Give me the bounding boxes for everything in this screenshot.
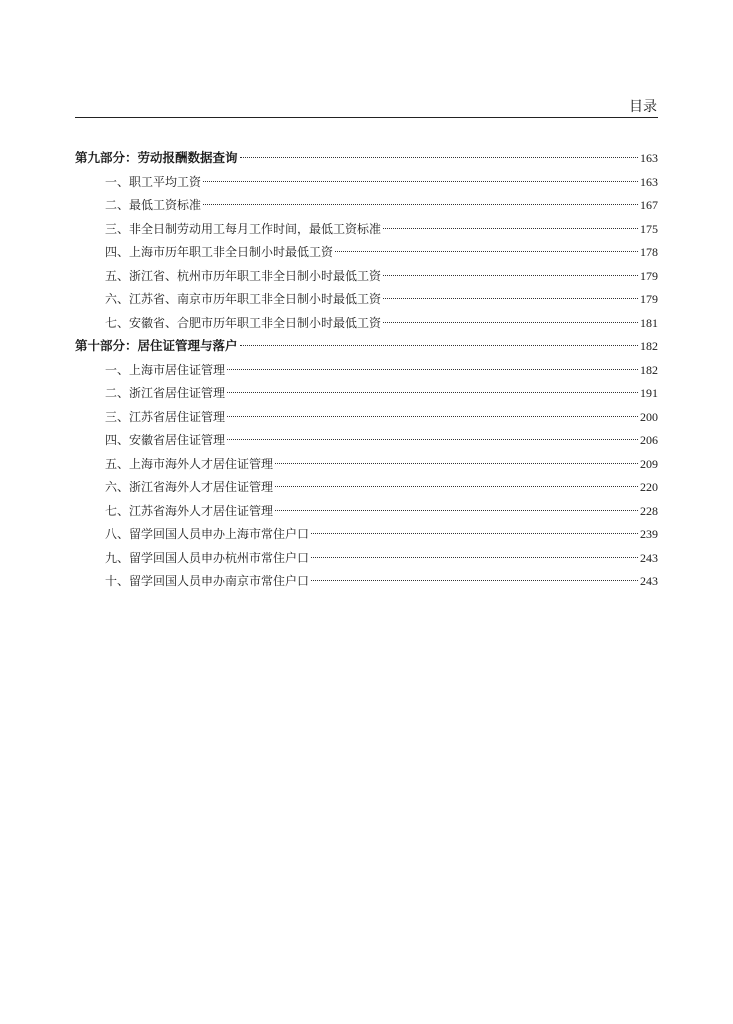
toc-entry-label: 二、最低工资标准 (105, 198, 202, 212)
toc-dot-leader (203, 204, 638, 205)
toc-subsection-entry[interactable] (75, 242, 658, 266)
toc-page-number: 206 (640, 433, 658, 447)
toc-entry-label: 八、留学回国人员申办上海市常住户口 (105, 527, 310, 541)
page-header-title: 目录 (629, 99, 657, 115)
toc-dot-leader (227, 392, 638, 393)
toc-page-number: 179 (640, 268, 658, 283)
toc-entry-label: 三、非全日制劳动用工每月工作时间，最低工资标准 (105, 221, 382, 236)
toc-subsection-entry[interactable] (75, 289, 658, 313)
toc-dot-leader (275, 486, 638, 487)
toc-page-number: 239 (640, 527, 658, 541)
toc-dot-leader (240, 345, 638, 346)
toc-page-number: 167 (640, 198, 658, 212)
toc-subsection-entry[interactable] (75, 266, 658, 290)
toc-subsection-entry[interactable] (75, 195, 658, 219)
toc-entry-label: 第九部分：劳动报酬数据查询 (75, 150, 238, 165)
toc-page-number: 179 (640, 292, 658, 306)
toc-entry-label: 一、职工平均工资 (105, 174, 202, 189)
toc-subsection-entry[interactable] (75, 454, 658, 478)
toc-entry-label: 七、安徽省、合肥市历年职工非全日制小时最低工资 (105, 315, 382, 330)
toc-entry-label: 五、浙江省、杭州市历年职工非全日制小时最低工资 (105, 268, 382, 283)
header-rule (75, 117, 658, 118)
toc-subsection-entry[interactable] (75, 430, 658, 454)
toc-page-number: 200 (640, 409, 658, 424)
toc-dot-leader (311, 557, 638, 558)
toc-entry-label: 五、上海市海外人才居住证管理 (105, 456, 274, 471)
toc-page-number: 175 (640, 221, 658, 236)
toc-subsection-entry[interactable] (75, 501, 658, 525)
toc-entry-label: 二、浙江省居住证管理 (105, 386, 226, 400)
toc-subsection-entry[interactable] (75, 172, 658, 196)
toc-page-number: 163 (640, 174, 658, 189)
table-of-contents (75, 148, 658, 595)
toc-page-number: 209 (640, 456, 658, 471)
toc-dot-leader (275, 463, 638, 464)
toc-subsection-entry[interactable] (75, 477, 658, 501)
toc-subsection-entry[interactable] (75, 360, 658, 384)
toc-section-entry[interactable] (75, 336, 658, 360)
toc-dot-leader (383, 275, 638, 276)
toc-dot-leader (311, 533, 638, 534)
toc-dot-leader (311, 580, 638, 581)
toc-dot-leader (203, 181, 638, 182)
toc-subsection-entry[interactable] (75, 548, 658, 572)
toc-dot-leader (227, 439, 638, 440)
toc-section-entry[interactable] (75, 148, 658, 172)
toc-entry-label: 六、浙江省海外人才居住证管理 (105, 480, 274, 494)
toc-page-number: 182 (640, 362, 658, 377)
toc-page-number: 191 (640, 386, 658, 400)
toc-subsection-entry[interactable] (75, 524, 658, 548)
toc-entry-label: 四、上海市历年职工非全日制小时最低工资 (105, 245, 334, 259)
toc-entry-label: 一、上海市居住证管理 (105, 362, 226, 377)
toc-subsection-entry[interactable] (75, 219, 658, 243)
toc-dot-leader (275, 510, 638, 511)
toc-subsection-entry[interactable] (75, 313, 658, 337)
toc-entry-label: 六、江苏省、南京市历年职工非全日制小时最低工资 (105, 292, 382, 306)
toc-page-number: 243 (640, 550, 658, 565)
toc-dot-leader (383, 228, 638, 229)
toc-dot-leader (335, 251, 638, 252)
toc-subsection-entry[interactable] (75, 571, 658, 595)
toc-entry-label: 九、留学回国人员申办杭州市常住户口 (105, 550, 310, 565)
toc-page-number: 228 (640, 503, 658, 518)
toc-dot-leader (227, 416, 638, 417)
toc-entry-label: 三、江苏省居住证管理 (105, 409, 226, 424)
toc-page-number: 163 (640, 151, 658, 165)
toc-page-number: 181 (640, 315, 658, 330)
toc-subsection-entry[interactable] (75, 383, 658, 407)
toc-entry-label: 七、江苏省海外人才居住证管理 (105, 503, 274, 518)
toc-page-number: 182 (640, 339, 658, 353)
toc-page-number: 220 (640, 480, 658, 494)
toc-dot-leader (227, 369, 638, 370)
toc-subsection-entry[interactable] (75, 407, 658, 431)
toc-dot-leader (383, 298, 638, 299)
toc-dot-leader (240, 157, 638, 158)
toc-page-number: 243 (640, 574, 658, 588)
toc-dot-leader (383, 322, 638, 323)
toc-entry-label: 第十部分：居住证管理与落户 (75, 338, 238, 353)
toc-entry-label: 十、留学回国人员申办南京市常住户口 (105, 574, 310, 588)
toc-page-number: 178 (640, 245, 658, 259)
toc-entry-label: 四、安徽省居住证管理 (105, 433, 226, 447)
